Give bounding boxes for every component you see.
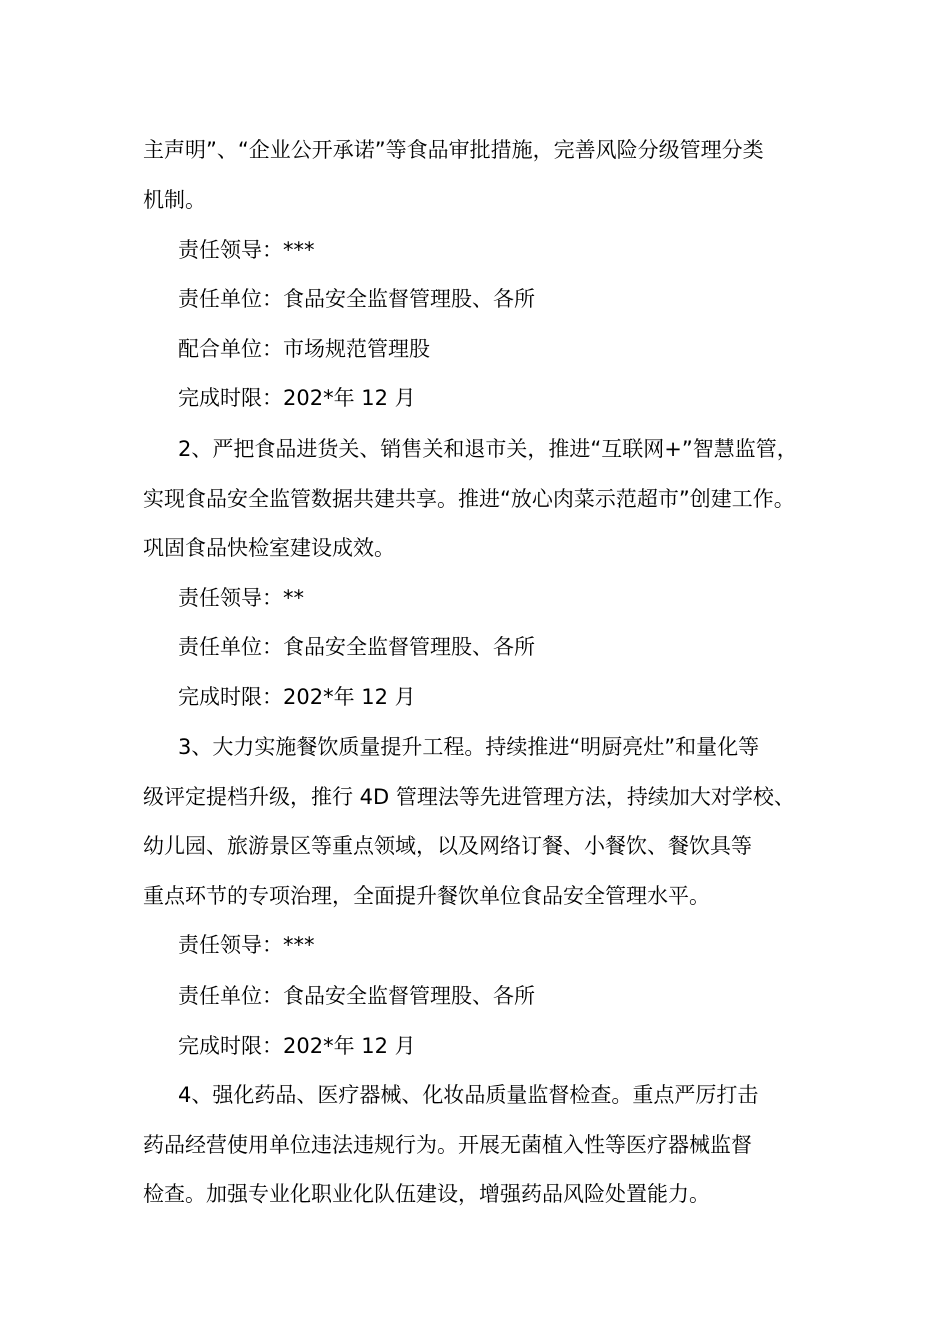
deadline: 完成时限：202*年 12 月 <box>178 1034 416 1058</box>
responsible-leader: 责任领导：*** <box>178 933 315 957</box>
text-line: 机制。 <box>143 188 206 212</box>
text-line: 幼儿园、旅游景区等重点领域，以及网络订餐、小餐饮、餐饮具等 <box>143 834 752 858</box>
text-line: 实现食品安全监管数据共建共享。推进“放心肉菜示范超市”创建工作。 <box>143 487 795 511</box>
text-line: 巩固食品快检室建设成效。 <box>143 536 395 560</box>
responsible-unit: 责任单位：食品安全监督管理股、各所 <box>178 635 535 659</box>
item-heading: 3、大力实施餐饮质量提升工程。持续推进“明厨亮灶”和量化等 <box>178 735 760 759</box>
text-line: 检查。加强专业化职业化队伍建设，增强药品风险处置能力。 <box>143 1182 710 1206</box>
text-line: 药品经营使用单位违法违规行为。开展无菌植入性等医疗器械监督 <box>143 1133 752 1157</box>
responsible-unit: 责任单位：食品安全监督管理股、各所 <box>178 287 535 311</box>
deadline: 完成时限：202*年 12 月 <box>178 386 416 410</box>
responsible-leader: 责任领导：** <box>178 586 304 610</box>
text-line: 主声明”、“企业公开承诺”等食品审批措施，完善风险分级管理分类 <box>143 138 764 162</box>
item-heading: 4、强化药品、医疗器械、化妆品质量监督检查。重点严厉打击 <box>178 1083 759 1107</box>
responsible-leader: 责任领导：*** <box>178 238 315 262</box>
cooperating-unit: 配合单位：市场规范管理股 <box>178 337 430 361</box>
text-line: 重点环节的专项治理，全面提升餐饮单位食品安全管理水平。 <box>143 884 710 908</box>
deadline: 完成时限：202*年 12 月 <box>178 685 416 709</box>
responsible-unit: 责任单位：食品安全监督管理股、各所 <box>178 984 535 1008</box>
item-heading: 2、严把食品进货关、销售关和退市关，推进“互联网+”智慧监管， <box>178 437 798 461</box>
text-line: 级评定提档升级，推行 4D 管理法等先进管理方法，持续加大对学校、 <box>143 785 795 809</box>
